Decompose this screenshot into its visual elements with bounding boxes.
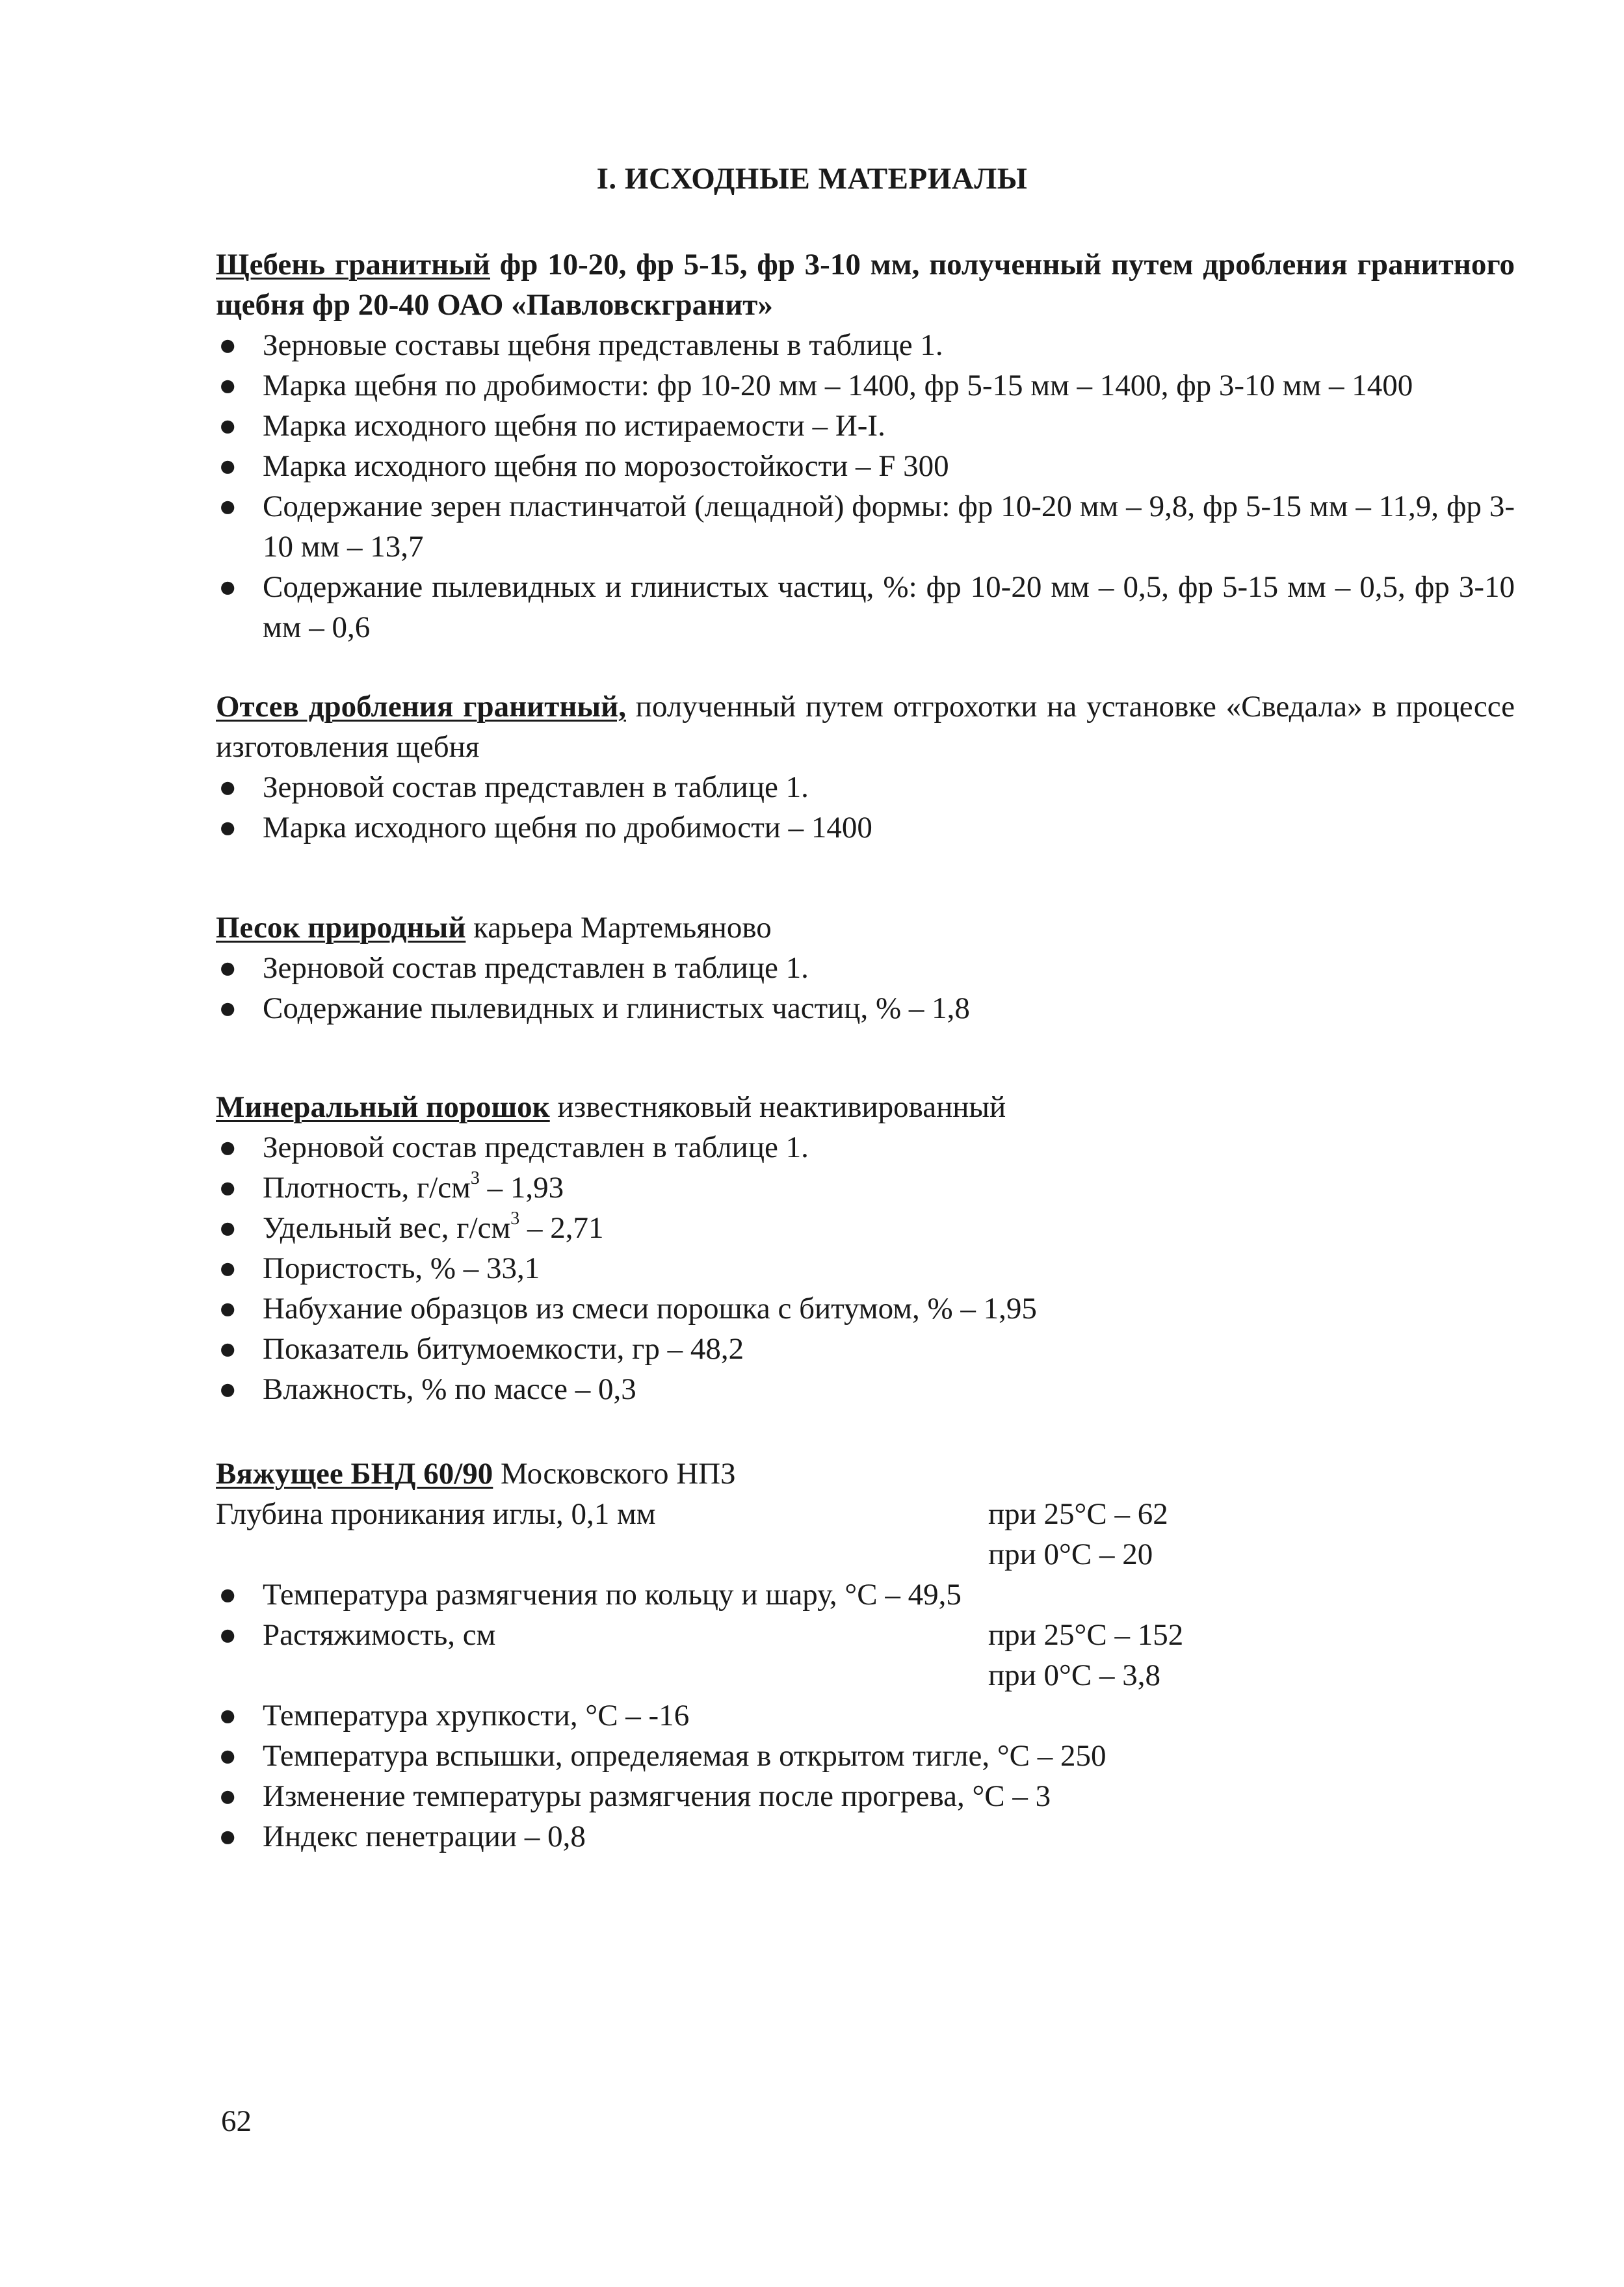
list-item (216, 807, 1515, 848)
section-mineral-powder (216, 1087, 1515, 1409)
list-item (216, 567, 1515, 647)
softening-text: Температура размягчения по кольцу и шару, °С – 49,5 (263, 1578, 962, 1612)
bullet-list (216, 325, 1515, 647)
section-intro (216, 908, 1515, 948)
superscript: 3 (470, 1168, 480, 1189)
bullet-icon: ● (218, 1578, 237, 1612)
list-item (216, 446, 1515, 486)
bullet-icon: ● (218, 1292, 237, 1326)
list-item (216, 1329, 1515, 1369)
list-item-text: Зерновой состав представлен в таблице 1. (263, 1130, 809, 1164)
ductility-row-0 (216, 1655, 1515, 1695)
list-item-text: Температура вспышки, определяемая в открытом тигле, °С – 250 (263, 1739, 1107, 1773)
bullet-icon: ● (218, 1739, 237, 1773)
penetration-row-0 (216, 1534, 1515, 1575)
list-item-text: Зерновой состав представлен в таблице 1. (263, 951, 809, 985)
list-item (216, 767, 1515, 807)
bullet-icon: ● (218, 951, 237, 985)
bullet-icon: ● (218, 811, 237, 844)
bullet-icon: ● (218, 409, 237, 443)
section-intro (216, 1087, 1515, 1127)
bullet-icon: ● (218, 1130, 237, 1164)
bullet-icon: ● (218, 328, 237, 362)
list-item-text: Показатель битумоемкости, гр – 48,2 (263, 1332, 744, 1366)
list-item-text: Марка исходного щебня по дробимости – 1400 (263, 811, 872, 844)
list-item-value: – 2,71 (519, 1211, 604, 1245)
section-screenings (216, 686, 1515, 848)
list-item (216, 486, 1515, 567)
list-item-text: Плотность, г/см (263, 1171, 471, 1205)
section-description: карьера Мартемьяново (465, 911, 772, 945)
list-item (216, 1369, 1515, 1409)
list-item (216, 1127, 1515, 1168)
list-item-text: Температура хрупкости, °С – -16 (263, 1699, 690, 1732)
list-item (216, 988, 1515, 1028)
penetration-0: при 0°С – 20 (988, 1537, 1153, 1571)
list-item-text: Зерновые составы щебня представлены в таблице 1. (263, 328, 943, 362)
bullet-list (216, 948, 1515, 1028)
bullet-icon: ● (218, 1779, 237, 1813)
list-item (216, 1168, 1515, 1208)
bullet-icon: ● (218, 1332, 237, 1366)
superscript: 3 (510, 1209, 520, 1229)
section-sand (216, 908, 1515, 1028)
section-description: известняковый неактивированный (549, 1090, 1006, 1124)
section-lead: Песок природный (216, 911, 466, 945)
penetration-25: при 25°С – 62 (988, 1497, 1168, 1531)
list-item-text: Марка исходного щебня по истираемости – И-I. (263, 409, 885, 443)
bullet-icon: ● (218, 1618, 237, 1652)
list-item-text: Марка щебня по дробимости: фр 10-20 мм – 1400, фр 5-15 мм – 1400, фр 3-10 мм – 1400 (263, 369, 1413, 402)
ductility-0: при 0°С – 3,8 (988, 1658, 1160, 1692)
list-item (216, 948, 1515, 988)
list-item (216, 325, 1515, 365)
list-item-text: Влажность, % по массе – 0,3 (263, 1372, 636, 1406)
bullet-icon: ● (218, 1820, 237, 1853)
softening-row (216, 1575, 1515, 1615)
list-item-text: Удельный вес, г/см (263, 1211, 511, 1245)
list-item (216, 1248, 1515, 1288)
list-item (216, 1736, 1515, 1776)
bullet-icon: ● (218, 369, 237, 402)
section-lead: Щебень гранитный (216, 248, 490, 281)
list-item-text: Набухание образцов из смеси порошка с битумом, % – 1,95 (263, 1292, 1037, 1326)
bullet-icon: ● (218, 1372, 237, 1406)
list-item (216, 1816, 1515, 1857)
section-description: полученный путем отгрохотки на установке «Сведала» в процессе изготовления щебня (216, 690, 1515, 764)
section-lead: Минеральный порошок (216, 1090, 550, 1124)
bullet-icon: ● (218, 1171, 237, 1205)
bullet-icon: ● (218, 570, 237, 604)
page-heading: I. ИСХОДНЫЕ МАТЕРИАЛЫ (596, 162, 1028, 196)
list-item-text: Содержание пылевидных и глинистых частиц, %: фр 10-20 мм – 0,5, фр 5-15 мм – 0,5, фр 3-10 мм – 0,6 (263, 570, 1515, 644)
bullet-icon: ● (218, 770, 237, 804)
list-item (216, 1208, 1515, 1248)
section-intro (216, 244, 1515, 325)
list-item (216, 1776, 1515, 1816)
ductility-25: при 25°С – 152 (988, 1618, 1184, 1652)
list-item-text: Пористость, % – 33,1 (263, 1251, 540, 1285)
list-item (216, 406, 1515, 446)
list-item-text: Зерновой состав представлен в таблице 1. (263, 770, 809, 804)
bullet-icon: ● (218, 991, 237, 1025)
bullet-icon: ● (218, 1211, 237, 1245)
section-crushed-stone (216, 244, 1515, 647)
penetration-row (216, 1494, 1515, 1534)
section-description: Московского НПЗ (493, 1457, 736, 1491)
list-item (216, 1288, 1515, 1329)
list-item (216, 365, 1515, 406)
page-number: 62 (221, 2104, 252, 2138)
section-lead: Вяжущее БНД 60/90 (216, 1457, 493, 1491)
ductility-row (216, 1615, 1515, 1655)
bullet-icon: ● (218, 490, 237, 523)
section-binder (216, 1454, 1515, 1857)
list-item-text: Изменение температуры размягчения после прогрева, °С – 3 (263, 1779, 1051, 1813)
list-item (216, 1695, 1515, 1736)
bullet-icon: ● (218, 449, 237, 483)
section-description: фр 10-20, фр 5-15, фр 3-10 мм, полученный путем дробления гранитного щебня фр 20-40 ОАО «Павловскгранит» (216, 248, 1515, 322)
list-item-text: Индекс пенетрации – 0,8 (263, 1820, 586, 1853)
penetration-label: Глубина проникания иглы, 0,1 мм (216, 1497, 656, 1531)
list-item-text: Марка исходного щебня по морозостойкости – F 300 (263, 449, 949, 483)
section-intro (216, 1454, 1515, 1494)
section-lead: Отсев дробления гранитный, (216, 690, 626, 724)
bullet-list (216, 1127, 1515, 1409)
list-item-text: Содержание зерен пластинчатой (лещадной) формы: фр 10-20 мм – 9,8, фр 5-15 мм – 11,9, фр 3-10 мм – 13,7 (263, 490, 1515, 564)
section-intro (216, 686, 1515, 767)
bullet-list (216, 767, 1515, 848)
ductility-label: Растяжимость, см (263, 1618, 496, 1652)
bullet-list (216, 1695, 1515, 1857)
list-item-text: Содержание пылевидных и глинистых частиц, % – 1,8 (263, 991, 970, 1025)
list-item-value: – 1,93 (479, 1171, 564, 1205)
bullet-icon: ● (218, 1699, 237, 1732)
bullet-icon: ● (218, 1251, 237, 1285)
